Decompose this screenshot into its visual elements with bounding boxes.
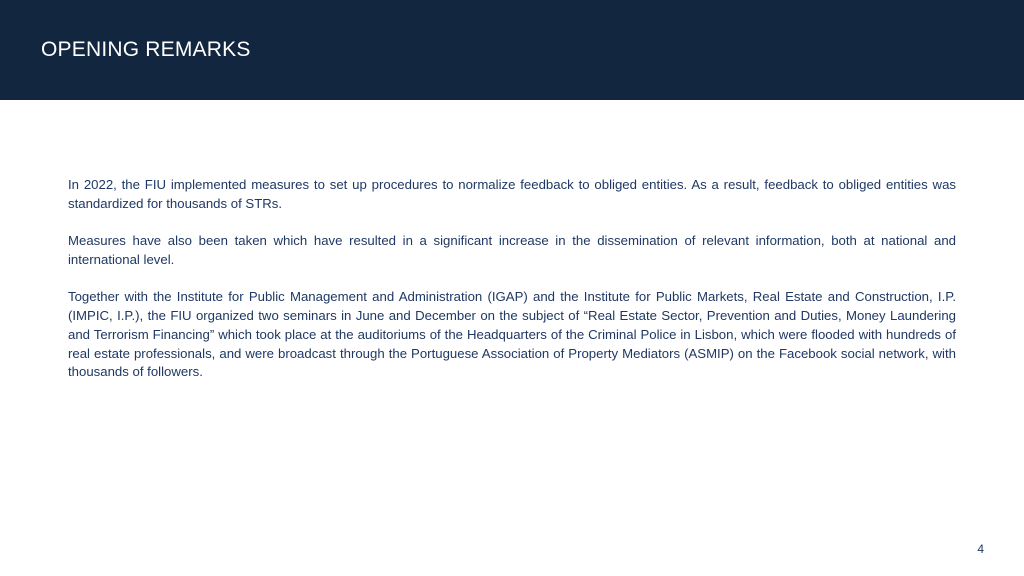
paragraph-feedback: In 2022, the FIU implemented measures to set up procedures to normalize feedback to obliged entities. As a result, feedback to obliged entities was standardized for thousands of STRs. xyxy=(68,177,956,211)
page-number: 4 xyxy=(977,542,984,556)
slide-body xyxy=(68,176,956,401)
slide-header xyxy=(0,0,1024,100)
slide-title: OPENING REMARKS xyxy=(41,38,251,61)
paragraph-seminars: Together with the Institute for Public Management and Administration (IGAP) and the Institute for Public Markets, Real Estate and Construction, I.P. (IMPIC, I.P.), the FIU organized two seminars in June and December on the subject of “Real Estate Sector, Prevention and Duties, Money Laundering and Terrorism Financing” which took place at the auditoriums of the Headquarters of the Criminal Police in Lisbon, which were flooded with hundreds of real estate professionals, and were broadcast through the Portuguese Association of Property Mediators (ASMIP) on the Facebook social network, with thousands of followers. xyxy=(68,289,956,380)
paragraph-dissemination: Measures have also been taken which have resulted in a significant increase in the dissemination of relevant information, both at national and international level. xyxy=(68,233,956,267)
